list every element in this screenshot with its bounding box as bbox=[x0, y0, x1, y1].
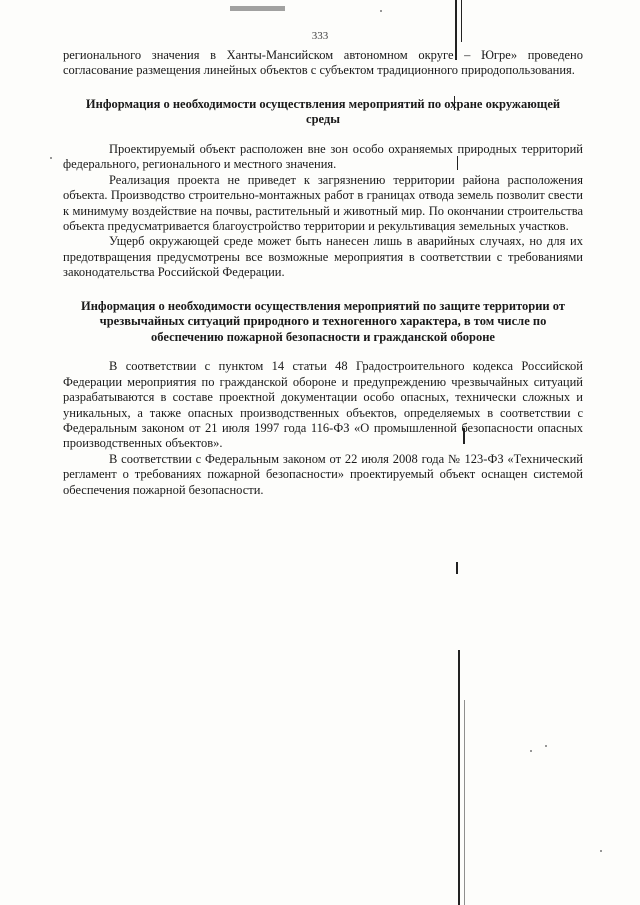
scan-mark-4 bbox=[456, 562, 458, 574]
paragraph-continuation: регионального значения в Ханты-Мансийском автономном округе – Югре» проведено согласование размещения линейных объектов с субъектом традиционного природопользования. bbox=[63, 48, 583, 78]
scan-line-bottom-2 bbox=[464, 700, 465, 905]
paragraph-fire-safety: В соответствии с Федеральным законом от 22 июля 2008 года № 123-ФЗ «Технический регламент о требованиях пожарной безопасности» проектируемый объект оснащен системой обеспечения пожарной безопасности. bbox=[63, 451, 583, 497]
paragraph-project-implementation: Реализация проекта не приведет к загрязнению территории района расположения объекта. Производство строительно-монтажных работ в границах отвода земель позволит свести к минимуму воздействие на почвы, растительный и животный мир. По окончании строительства объекта предусматривается благоустройство территории и рекультивация земельных участков. bbox=[63, 172, 583, 234]
page-number: 333 bbox=[311, 30, 329, 42]
scan-dot bbox=[50, 157, 52, 159]
heading-environment-protection: Информация о необходимости осуществления мероприятий по охране окружающей среды bbox=[85, 96, 561, 127]
paragraph-environmental-damage: Ущерб окружающей среде может быть нанесен лишь в аварийных случаях, но для их предотвращения предусмотрены все возможные мероприятия в соответствии с требованиями законодательства Российской Федерации. bbox=[63, 234, 583, 280]
document-body bbox=[63, 48, 583, 498]
scan-dot bbox=[530, 750, 532, 752]
scan-line-bottom bbox=[458, 650, 460, 905]
paragraph-civil-defense: В соответствии с пунктом 14 статьи 48 Градостроительного кодекса Российской Федерации мероприятия по гражданской обороне и предупреждению чрезвычайных ситуаций разрабатываются в составе проектной документации особо опасных, технически сложных и уникальных, а также опасных производственных объектов, определяемых в соответствии с Федеральным законом от 21 июля 1997 года 116-ФЗ «О промышленной безопасности опасных производственных объектов». bbox=[63, 359, 583, 451]
paragraph-protected-areas: Проектируемый объект расположен вне зон особо охраняемых природных территорий федерального, регионального и местного значения. bbox=[63, 142, 583, 172]
scan-smudge-top bbox=[230, 6, 285, 11]
heading-emergency-protection: Информация о необходимости осуществления мероприятий по защите территории от чрезвычайных ситуаций природного и техногенного характера, в том числе по обеспечению пожарной безопасности и гражданской обороне bbox=[81, 298, 565, 344]
scan-dot bbox=[545, 745, 547, 747]
scan-dot bbox=[380, 10, 382, 12]
scan-dot bbox=[600, 850, 602, 852]
